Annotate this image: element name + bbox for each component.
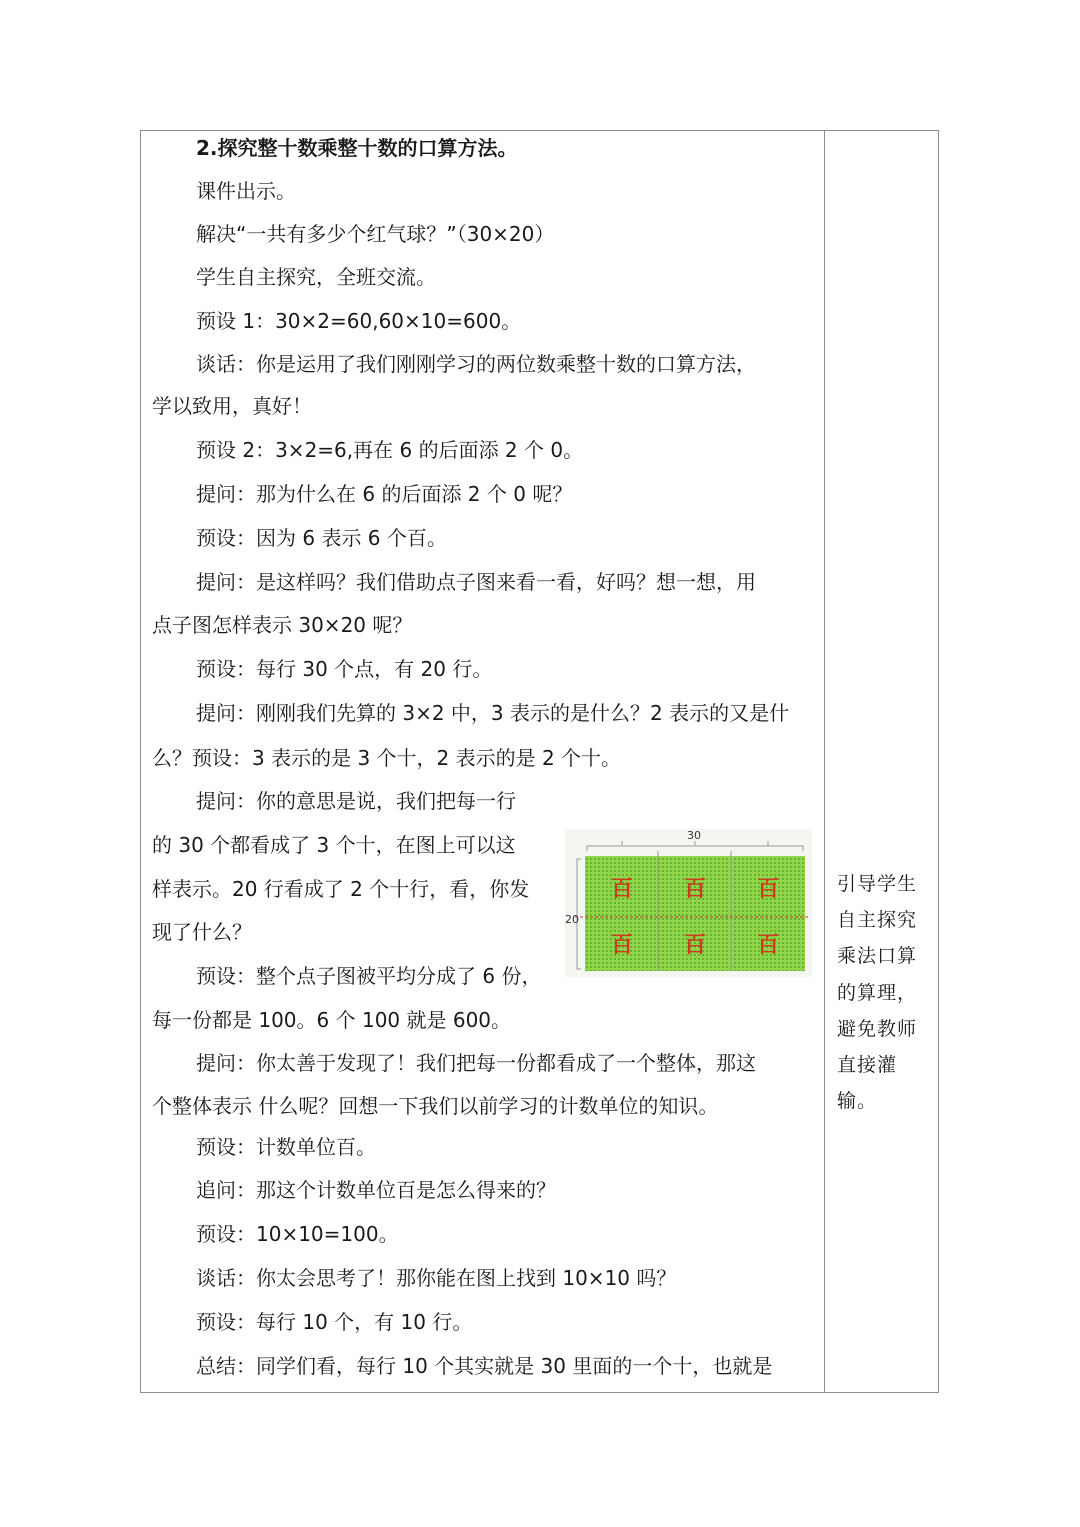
text-line: 预设：计数单位百。 bbox=[196, 1135, 376, 1159]
text-line: 样表示。20 行看成了 2 个十行，看，你发 bbox=[152, 877, 530, 901]
text-line: 提问：是这样吗？我们借助点子图来看一看，好吗？想一想，用 bbox=[196, 570, 756, 594]
section-heading: 2.探究整十数乘整十数的口算方法。 bbox=[196, 136, 518, 160]
text-line: 提问：你太善于发现了！我们把每一份都看成了一个整体，那这 bbox=[196, 1051, 756, 1075]
text-line: 预设 1：30×2=60,60×10=600。 bbox=[196, 309, 522, 333]
text-line: 预设：10×10=100。 bbox=[196, 1222, 399, 1246]
text-line: 提问：刚刚我们先算的 3×2 中，3 表示的是什么？2 表示的又是什 bbox=[196, 701, 790, 725]
text-line: 预设 2：3×2=6,再在 6 的后面添 2 个 0。 bbox=[196, 438, 584, 462]
text-line: 点子图怎样表示 30×20 呢？ bbox=[152, 613, 413, 637]
cell-label-hundred: 百 bbox=[756, 932, 780, 958]
text-line: 学以致用，真好！ bbox=[152, 394, 312, 418]
cell-label-hundred: 百 bbox=[610, 932, 634, 958]
side-note bbox=[837, 866, 929, 1119]
figure-left-label: 20 bbox=[565, 913, 579, 926]
text-line: 谈话：你太会思考了！那你能在图上找到 10×10 吗？ bbox=[196, 1266, 677, 1290]
side-note-line: 的算理， bbox=[837, 981, 918, 1004]
text-line: 预设：每行 30 个点，有 20 行。 bbox=[196, 657, 493, 681]
text-line: 的 30 个都看成了 3 个十，在图上可以这 bbox=[152, 833, 516, 857]
cell-label-hundred: 百 bbox=[610, 876, 634, 902]
text-line: 总结：同学们看，每行 10 个其实就是 30 里面的一个十，也就是 bbox=[196, 1354, 773, 1378]
column-divider bbox=[824, 131, 825, 1392]
text-line: 提问：那为什么在 6 的后面添 2 个 0 呢？ bbox=[196, 482, 573, 506]
text-line: 每一份都是 100。6 个 100 就是 600。 bbox=[152, 1008, 512, 1032]
text-line: 追问：那这个计数单位百是怎么得来的？ bbox=[196, 1178, 556, 1202]
side-note-line: 自主探究 bbox=[837, 909, 918, 932]
cell-label-hundred: 百 bbox=[683, 932, 707, 958]
text-line: 预设：整个点子图被平均分成了 6 份， bbox=[196, 964, 542, 988]
text-line: 么？预设：3 表示的是 3 个十，2 表示的是 2 个十。 bbox=[152, 746, 622, 770]
text-line: 预设：因为 6 表示 6 个百。 bbox=[196, 526, 447, 550]
text-line: 解决“一共有多少个红气球？”（30×20） bbox=[196, 222, 555, 246]
lesson-table bbox=[140, 130, 939, 1393]
side-note-line: 乘法口算 bbox=[837, 945, 918, 968]
text-line: 提问：你的意思是说，我们把每一行 bbox=[196, 789, 516, 813]
text-line: 课件出示。 bbox=[196, 179, 296, 203]
side-note-line: 输。 bbox=[837, 1090, 878, 1113]
cell-label-hundred: 百 bbox=[756, 876, 780, 902]
side-note-line: 避免教师 bbox=[837, 1017, 918, 1040]
text-line: 学生自主探究，全班交流。 bbox=[196, 265, 436, 289]
dot-array-figure bbox=[565, 829, 812, 977]
text-line: 预设：每行 10 个，有 10 行。 bbox=[196, 1310, 473, 1334]
side-note-line: 引导学生 bbox=[837, 873, 918, 895]
cell-label-hundred: 百 bbox=[683, 876, 707, 902]
figure-top-label: 30 bbox=[687, 829, 701, 842]
dot-array-image bbox=[565, 829, 812, 977]
side-note-line: 直接灌 bbox=[837, 1054, 898, 1077]
text-line: 谈话：你是运用了我们刚刚学习的两位数乘整十数的口算方法， bbox=[196, 352, 756, 376]
text-line: 个整体表示 什么呢？回想一下我们以前学习的计数单位的知识。 bbox=[152, 1094, 719, 1118]
text-line: 现了什么？ bbox=[152, 920, 252, 944]
